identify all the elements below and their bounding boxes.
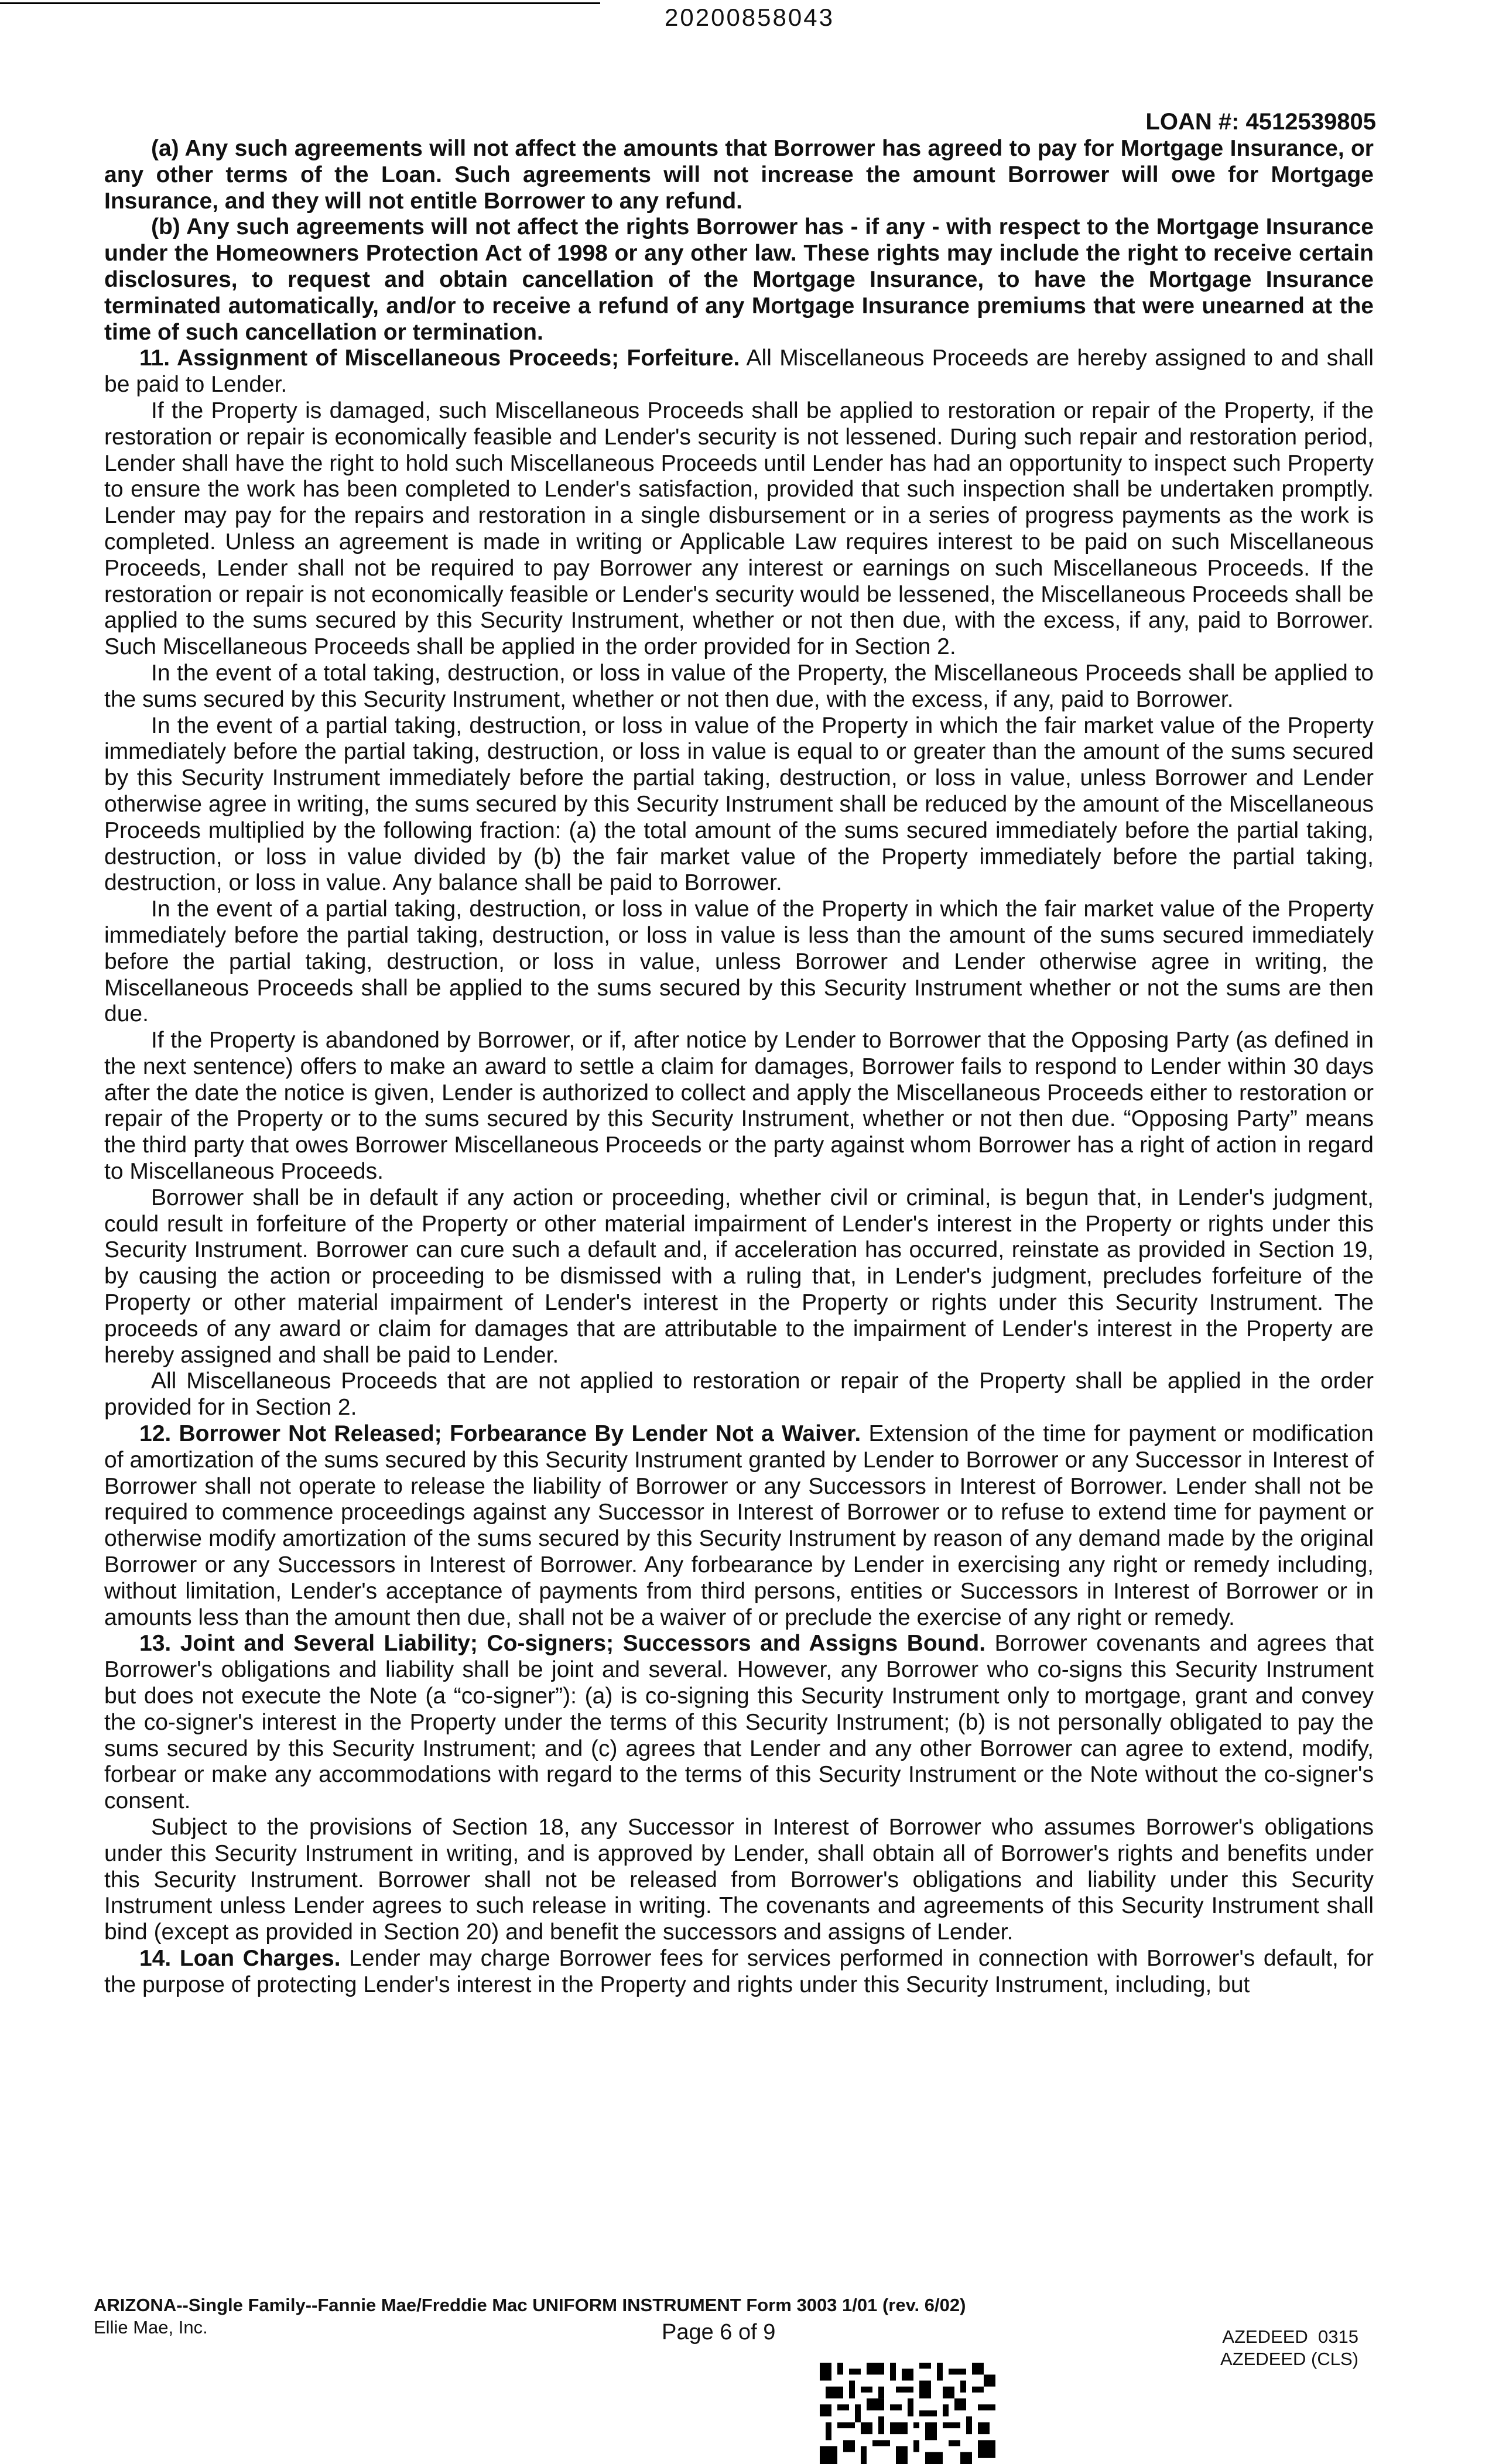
document-number: 20200858043 (665, 4, 834, 31)
footer-codes (1220, 2326, 1358, 2370)
section-12 (104, 1421, 1374, 1631)
form-title: ARIZONA--Single Family--Fannie Mae/Freddie Mac UNIFORM INSTRUMENT Form 3003 1/01 (rev. 6/02) (94, 2295, 966, 2315)
section-14 (104, 1946, 1374, 1998)
section-12-text: Extension of the time for payment or modification of amortization of the sums secured by this Security Instrument granted by Lender to Borrower or any Successor in Interest of Borrower shall not operate to release the liability of Borrower or any Successors in Interest of Borrower. Lender shall not be required to commence proceedings against any Successor in Interest of Borrower or to refuse to extend time for payment or otherwise modify amortization of the sums secured by this Security Instrument by reason of any demand made by the original Borrower or any Successors in Interest of Borrower. Any forbearance by Lender in exercising any right or remedy including, without limitation, Lender's acceptance of payments from third persons, entities or Successors in Interest of Borrower or in amounts less than the amount then due, shall not be a waiver of or preclude the exercise of any right or remedy. (104, 1421, 1374, 1630)
page-number: Page 6 of 9 (662, 2320, 776, 2345)
section-13-text: Borrower covenants and agrees that Borrower's obligations and liability shall be joint and several. However, any Borrower who co-signs this Security Instrument but does not execute the Note (a “co-signer”): (a) is co-signing this Security Instrument only to mortgage, grant and convey the co-signer's interest in the Property under the terms of this Security Instrument; (b) is not personally obligated to pay the sums secured by this Security Instrument; and (c) agrees that Lender and any other Borrower can agree to extend, modify, forbear or make any accommodations with regard to the terms of this Security Instrument or the Note without the co-signer's consent. (104, 1631, 1374, 1814)
form-code-cls: AZEDEED (CLS) (1220, 2349, 1358, 2369)
paragraph-not-applied: All Miscellaneous Proceeds that are not applied to restoration or repair of the Property shall be applied in the order provided for in Section 2. (104, 1368, 1374, 1421)
top-rule (0, 2, 600, 4)
form-code: AZEDEED 0315 (1222, 2326, 1358, 2347)
paragraph-abandoned: If the Property is abandoned by Borrower, or if, after notice by Lender to Borrower that the Opposing Party (as defined in the next sentence) offers to make an award to settle a claim for damages, Borrower fails to respond to Lender within 30 days after the date the notice is given, Lender is authorized to collect and apply the Miscellaneous Proceeds either to restoration or repair of the Property or to the sums secured by this Security Instrument, whether or not then due. “Opposing Party” means the third party that owes Borrower Miscellaneous Proceeds or the party against whom Borrower has a right of action in regard to Miscellaneous Proceeds. (104, 1028, 1374, 1185)
section-11 (104, 345, 1374, 398)
qr-code-icon (820, 2363, 995, 2464)
paragraph-default: Borrower shall be in default if any action or proceeding, whether civil or criminal, is begun that, in Lender's judgment, could result in forfeiture of the Property or other material impairment of Lender's interest in the Property or rights under this Security Instrument. Borrower can cure such a default and, if acceleration has occurred, reinstate as provided in Section 19, by causing the action or proceeding to be dismissed with a ruling that, in Lender's judgment, precludes forfeiture of the Property or other material impairment of Lender's interest in the Property or rights under this Security Instrument. The proceeds of any award or claim for damages that are attributable to the impairment of Lender's interest in the Property are hereby assigned and shall be paid to Lender. (104, 1185, 1374, 1368)
paragraph-successors: Subject to the provisions of Section 18, any Successor in Interest of Borrower who assumes Borrower's obligations under this Security Instrument in writing, and is approved by Lender, shall obtain all of Borrower's rights and benefits under this Security Instrument. Borrower shall not be released from Borrower's obligations and liability under this Security Instrument unless Lender agrees to such release in writing. The covenants and agreements of this Security Instrument shall bind (except as provided in Section 20) and benefit the successors and assigns of Lender. (104, 1815, 1374, 1945)
document-body (104, 136, 1374, 1998)
paragraph-partial-taking-less: In the event of a partial taking, destruction, or loss in value of the Property in which the fair market value of the Property immediately before the partial taking, destruction, or loss in value is less than the amount of the sums secured immediately before the partial taking, destruction, or loss in value, unless Borrower and Lender otherwise agree in writing, the Miscellaneous Proceeds shall be applied to the sums secured by this Security Instrument whether or not the sums are then due. (104, 896, 1374, 1027)
section-11-heading: 11. Assignment of Miscellaneous Proceeds; Forfeiture. (139, 345, 740, 371)
company-name: Ellie Mae, Inc. (94, 2317, 208, 2338)
paragraph-a: (a) Any such agreements will not affect the amounts that Borrower has agreed to pay for Mortgage Insurance, or any other terms of the Loan. Such agreements will not increase the amount Borrower will owe for Mortgage Insurance, and they will not entitle Borrower to any refund. (104, 136, 1374, 214)
paragraph-total-taking: In the event of a total taking, destruction, or loss in value of the Property, the Miscellaneous Proceeds shall be applied to the sums secured by this Security Instrument, whether or not then due, with the excess, if any, paid to Borrower. (104, 660, 1374, 712)
footer-form-info (94, 2294, 966, 2339)
section-13-heading: 13. Joint and Several Liability; Co-signers; Successors and Assigns Bound. (139, 1631, 986, 1657)
section-14-heading: 14. Loan Charges. (139, 1945, 341, 1971)
section-11-text: All Miscellaneous Proceeds are hereby assigned to and shall be paid to Lender. (104, 345, 1374, 398)
section-14-text: Lender may charge Borrower fees for services performed in connection with Borrower's default, for the purpose of protecting Lender's interest in the Property and rights under this Security Instrument, including, but (104, 1945, 1374, 1997)
section-13 (104, 1631, 1374, 1815)
paragraph-b: (b) Any such agreements will not affect the rights Borrower has - if any - with respect to the Mortgage Insurance under the Homeowners Protection Act of 1998 or any other law. These rights may include the right to receive certain disclosures, to request and obtain cancellation of the Mortgage Insurance, to have the Mortgage Insurance terminated automatically, and/or to receive a refund of any Mortgage Insurance premiums that were unearned at the time of such cancellation or termination. (104, 214, 1374, 345)
paragraph-property-damaged: If the Property is damaged, such Miscellaneous Proceeds shall be applied to restoration or repair of the Property, if the restoration or repair is economically feasible and Lender's security is not lessened. During such repair and restoration period, Lender shall have the right to hold such Miscellaneous Proceeds until Lender has had an opportunity to inspect such Property to ensure the work has been completed to Lender's satisfaction, provided that such inspection shall be undertaken promptly. Lender may pay for the repairs and restoration in a single disbursement or in a series of progress payments as the work is completed. Unless an agreement is made in writing or Applicable Law requires interest to be paid on such Miscellaneous Proceeds, Lender shall not be required to pay Borrower any interest or earnings on such Miscellaneous Proceeds. If the restoration or repair is not economically feasible or Lender's security would be lessened, the Miscellaneous Proceeds shall be applied to the sums secured by this Security Instrument, whether or not then due, with the excess, if any, paid to Borrower. Such Miscellaneous Proceeds shall be applied in the order provided for in Section 2. (104, 398, 1374, 660)
paragraph-partial-taking-greater: In the event of a partial taking, destruction, or loss in value of the Property in which the fair market value of the Property immediately before the partial taking, destruction, or loss in value is equal to or greater than the amount of the sums secured by this Security Instrument immediately before the partial taking, destruction, or loss in value, unless Borrower and Lender otherwise agree in writing, the sums secured by this Security Instrument shall be reduced by the amount of the Miscellaneous Proceeds multiplied by the following fraction: (a) the total amount of the sums secured immediately before the partial taking, destruction, or loss in value divided by (b) the fair market value of the Property immediately before the partial taking, destruction, or loss in value. Any balance shall be paid to Borrower. (104, 713, 1374, 896)
loan-number: LOAN #: 4512539805 (1145, 109, 1376, 135)
section-12-heading: 12. Borrower Not Released; Forbearance By Lender Not a Waiver. (139, 1421, 861, 1447)
